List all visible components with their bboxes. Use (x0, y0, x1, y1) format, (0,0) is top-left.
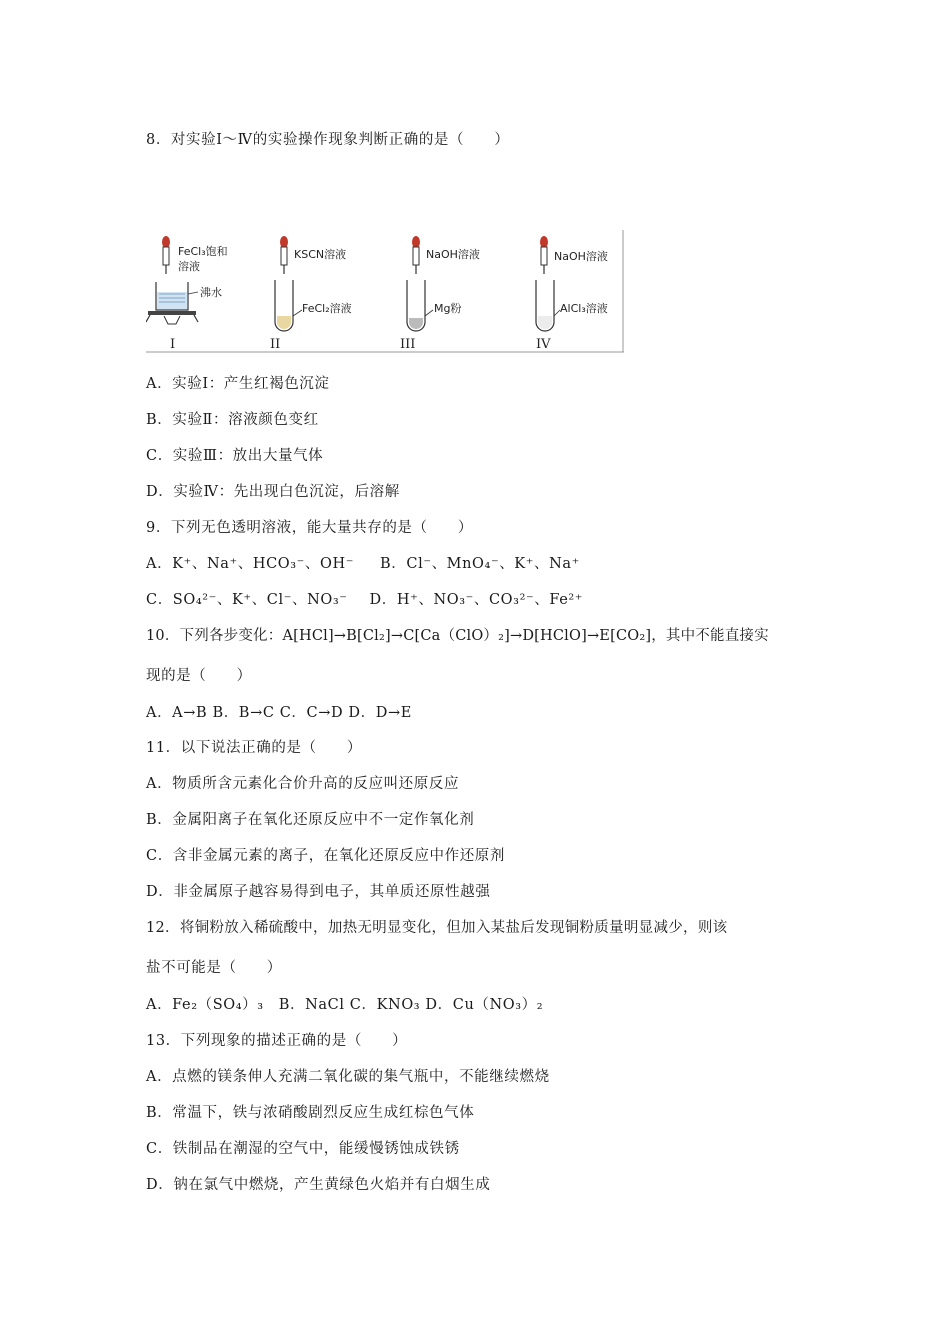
exp3-numeral: III (400, 337, 416, 352)
exp3-reagent: NaOH溶液 (426, 248, 480, 261)
q9-option-d: D．H⁺、NO₃⁻、CO₃²⁻、Fe²⁺ (369, 592, 584, 608)
q11-option-a: A．物质所含元素化合价升高的反应叫还原反应 (146, 776, 460, 792)
q9-options-ab (146, 552, 580, 573)
test-tube-icon (407, 280, 425, 331)
q11-option-b: B．金属阳离子在氧化还原反应中不一定作氧化剂 (146, 812, 475, 828)
q10-options: A．A→B B．B→C C．C→D D．D→E (146, 705, 412, 721)
q9-option-a: A．K⁺、Na⁺、HCO₃⁻、OH⁻ (146, 556, 355, 572)
q8-option-a: A．实验Ⅰ：产生红褐色沉淀 (146, 376, 330, 392)
exp4-numeral: IV (536, 337, 551, 352)
exp4-contents: AlCl₃溶液 (560, 302, 608, 315)
dropper-icon (540, 236, 548, 274)
q10-stem-line2: 现的是（ ） (146, 668, 252, 684)
q12-stem-line2: 盐不可能是（ ） (146, 960, 282, 976)
experiment-1 (146, 236, 228, 352)
dropper-icon (162, 236, 170, 274)
exp2-reagent: KSCN溶液 (294, 248, 347, 261)
q9-option-b: B．Cl⁻、MnO₄⁻、K⁺、Na⁺ (380, 556, 580, 572)
test-tube-icon (275, 280, 293, 331)
q9-options-cd (146, 588, 583, 609)
q10-stem-line1: 10．下列各步变化：A[HCl]→B[Cl₂]→C[Ca（ClO）₂]→D[HClO]→E[CO₂]，其中不能直接实 (146, 628, 769, 644)
dropper-icon (412, 236, 420, 274)
exp1-contents: 沸水 (200, 286, 222, 299)
q11-stem: 11．以下说法正确的是（ ） (146, 740, 362, 756)
q13-option-b: B．常温下，铁与浓硝酸剧烈反应生成红棕色气体 (146, 1105, 475, 1121)
q8-option-c: C．实验Ⅲ：放出大量气体 (146, 448, 324, 464)
experiment-figure (146, 230, 624, 354)
q11-option-c: C．含非金属元素的离子，在氧化还原反应中作还原剂 (146, 848, 505, 864)
dropper-icon (280, 236, 288, 274)
experiment-4 (536, 236, 608, 352)
exp4-reagent: NaOH溶液 (554, 250, 608, 263)
exp2-numeral: II (270, 337, 281, 352)
q12-options: A．Fe₂（SO₄）₃ B．NaCl C．KNO₃ D．Cu（NO₃）₂ (146, 997, 544, 1013)
q13-option-a: A．点燃的镁条伸人充满二氧化碳的集气瓶中，不能继续燃烧 (146, 1069, 550, 1085)
q9-option-c: C．SO₄²⁻、K⁺、Cl⁻、NO₃⁻ (146, 592, 348, 608)
beaker-icon (146, 282, 198, 324)
exp1-reagent-line2: 溶液 (178, 260, 200, 273)
exp3-contents: Mg粉 (434, 302, 462, 315)
test-tube-icon (536, 280, 554, 331)
exp1-numeral: I (170, 337, 176, 352)
experiment-2 (270, 236, 352, 352)
q12-stem-line1: 12．将铜粉放入稀硫酸中，加热无明显变化，但加入某盐后发现铜粉质量明显减少，则该 (146, 920, 728, 936)
q13-option-d: D．钠在氯气中燃烧，产生黄绿色火焰并有白烟生成 (146, 1177, 491, 1193)
experiment-3 (400, 236, 480, 352)
q8-option-b: B．实验Ⅱ：溶液颜色变红 (146, 412, 319, 428)
exp2-contents: FeCl₂溶液 (302, 302, 352, 315)
exp1-reagent-line1: FeCl₃饱和 (178, 245, 228, 258)
q8-stem: 8．对实验Ⅰ～Ⅳ的实验操作现象判断正确的是（ ） (146, 132, 510, 148)
q8-option-d: D．实验Ⅳ：先出现白色沉淀，后溶解 (146, 484, 400, 500)
q13-stem: 13．下列现象的描述正确的是（ ） (146, 1033, 408, 1049)
q13-option-c: C．铁制品在潮湿的空气中，能缓慢锈蚀成铁锈 (146, 1141, 460, 1157)
q11-option-d: D．非金属原子越容易得到电子，其单质还原性越强 (146, 884, 491, 900)
q9-stem: 9．下列无色透明溶液，能大量共存的是（ ） (146, 520, 473, 536)
